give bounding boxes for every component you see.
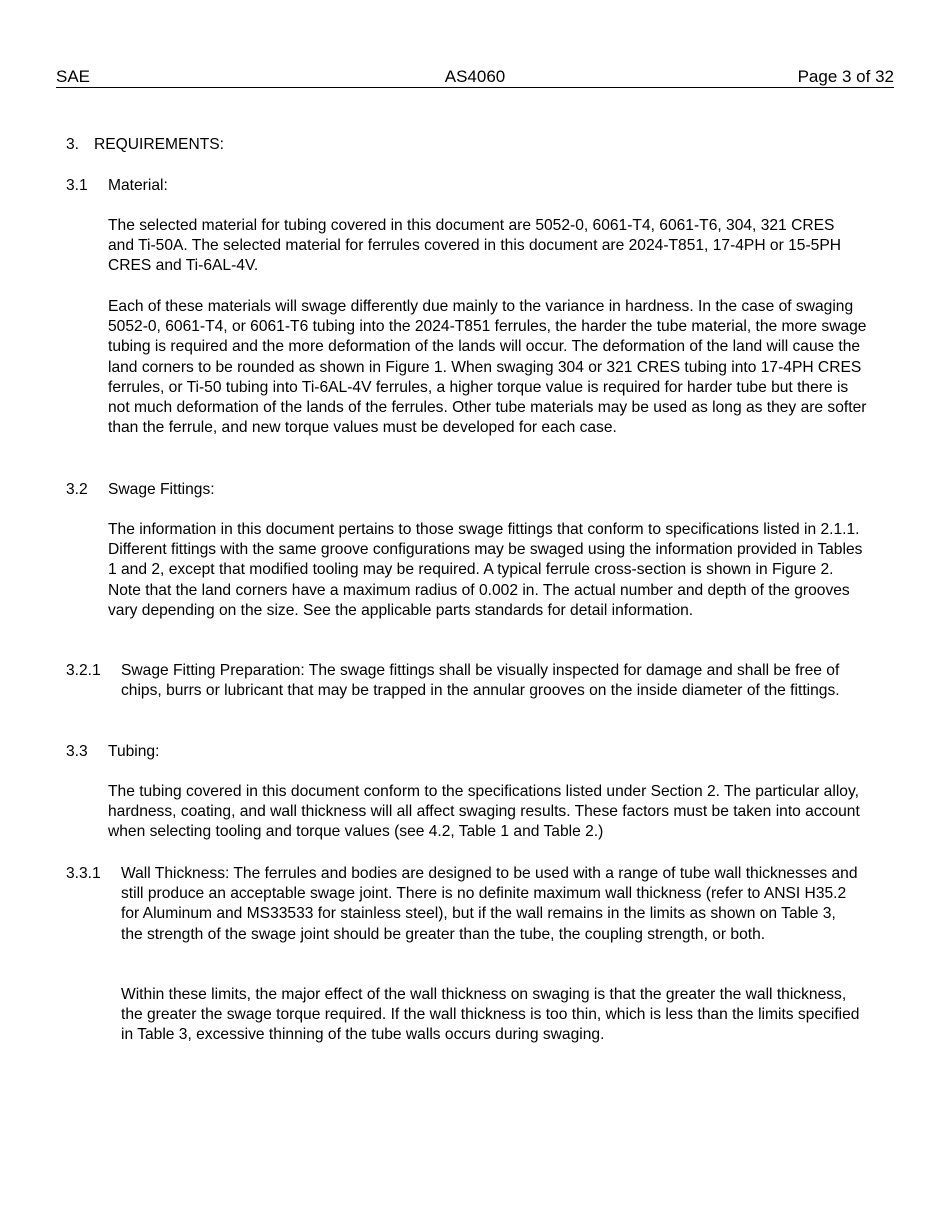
section-3-3-title: Tubing: xyxy=(108,743,160,760)
section-3-number: 3. xyxy=(66,136,80,153)
section-3-2-title: Swage Fittings: xyxy=(108,481,215,498)
header-organization: SAE xyxy=(56,67,91,86)
section-3-2-1-number: 3.2.1 xyxy=(66,662,101,679)
section-3-1-paragraph-2: Each of these materials will swage differently due mainly to the variance in hardness. In the case of swaging 5052-0, 6061-T4, or 6061-T6 tubing into the 2024-T851 ferrules, the harder the tube material, the more swage tubing is required and the more deformation of the lands will occur. The deformation of the land will cause the land corners to be rounded as shown in Figure 1. When swaging 304 or 321 CRES tubing into 17-4PH CRES ferrules, or Ti-50 tubing into Ti-6AL-4V ferrules, a higher torque value is required for harder tube but there is not much deformation of the lands of the ferrules. Other tube materials may be used as long as they are softer than the ferrule, and new torque values must be developed for each case. xyxy=(108,298,867,437)
header-document-number: AS4060 xyxy=(444,67,506,86)
section-3-1-title: Material: xyxy=(108,177,168,194)
section-3-3-1-number: 3.3.1 xyxy=(66,865,101,882)
section-3-1-paragraph-1: The selected material for tubing covered in this document are 5052-0, 6061-T4, 6061-T6, 304, 321 CRES and Ti-50A. The selected material for ferrules covered in this document are 2024-T851, 17-4PH or 15-5PH CRES and Ti-6AL-4V. xyxy=(108,217,841,275)
section-3-2-1-paragraph: Swage Fitting Preparation: The swage fittings shall be visually inspected for damage and shall be free of chips, burrs or lubricant that may be trapped in the annular grooves on the inside diameter of the fittings. xyxy=(121,662,840,700)
section-3-title: REQUIREMENTS: xyxy=(94,136,224,153)
header-page-number: Page 3 of 32 xyxy=(797,67,894,86)
section-3-heading xyxy=(66,135,224,155)
section-3-3-1-paragraph-2: Within these limits, the major effect of the wall thickness on swaging is that the greater the wall thickness, the greater the swage torque required. If the wall thickness is too thin, which is less than the limits specified in Table 3, excessive thinning of the tube walls occurs during swaging. xyxy=(121,986,860,1044)
section-3-2-number: 3.2 xyxy=(66,481,88,498)
section-3-3-1-paragraph-1: Wall Thickness: The ferrules and bodies are designed to be used with a range of tube wall thicknesses and still produce an acceptable swage joint. There is no definite maximum wall thickness (refer to ANSI H35.2 for Aluminum and MS33533 for stainless steel), but if the wall remains in the limits as shown on Table 3, the strength of the swage joint should be greater than the tube, the coupling strength, or both. xyxy=(121,865,858,943)
section-3-3-number: 3.3 xyxy=(66,743,88,760)
page-header xyxy=(56,67,894,88)
section-3-2-paragraph-1: The information in this document pertains to those swage fittings that conform to specifications listed in 2.1.1. Different fittings with the same groove configurations may be swaged using the information provided in Tables 1 and 2, except that modified tooling may be required. A typical ferrule cross-section is shown in Figure 2. Note that the land corners have a maximum radius of 0.002 in. The actual number and depth of the grooves vary depending on the size. See the applicable parts standards for detail information. xyxy=(108,521,863,619)
section-3-3-paragraph-1: The tubing covered in this document conform to the specifications listed under Section 2. The particular alloy, hardness, coating, and wall thickness will all affect swaging results. These factors must be taken into account when selecting tooling and torque values (see 4.2, Table 1 and Table 2.) xyxy=(108,783,860,841)
section-3-1-number: 3.1 xyxy=(66,177,88,194)
